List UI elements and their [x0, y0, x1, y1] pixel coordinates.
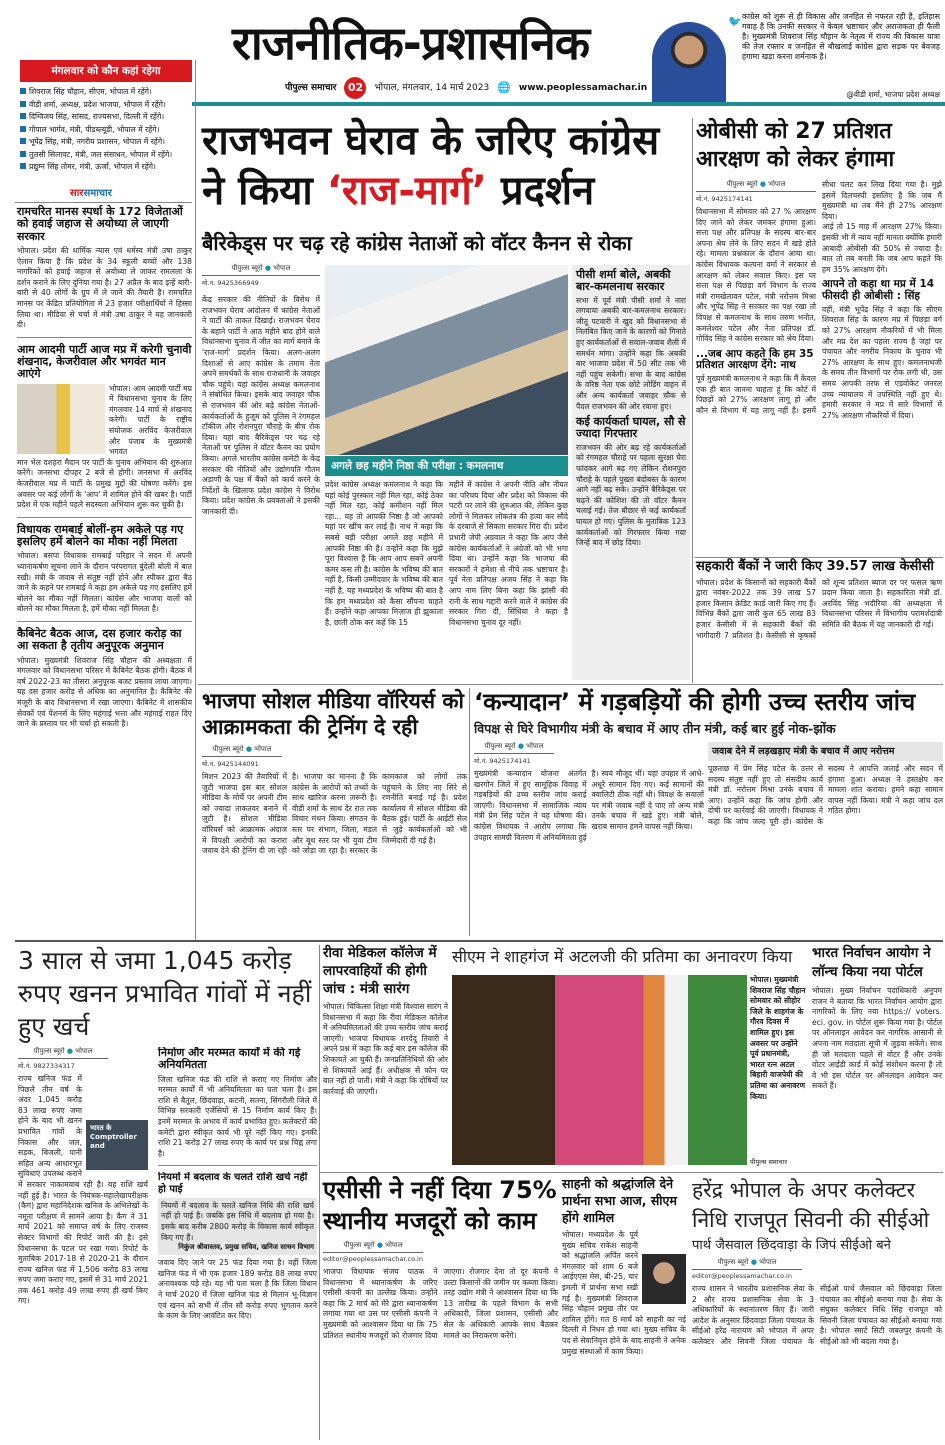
- kanyadan-body: मुख्यमंत्री कन्यादान योजना अंतर्गत खरगोन जिले में हुए सामूहिक विवाह में गड़बड़ियों की उच्च स्तरीय जांच कराई जाएगी। विधानसभा में सामाजिक न्याय मंत्री प्रेम सिंह पटेल ने यह घोषणा की। कांग्रेस विधायक ने आरोप लगाया कि उपहार सामग्री वितरण में अनियमितता हुई है। स्वयं मौजूद थीं। यहां उपहार में आधे-अधूरे सामान दिए गए। कई सामानों की क्वालिटी ठीक नहीं थी। विपक्ष के सवालों पर मंत्री जवाब नहीं दे पाए तो अन्य मंत्री उनके बचाव में खड़े हुए। मंत्री बोले, खराब सामान हमने वापस नहीं किया।: [474, 769, 704, 842]
- page-number: 02: [344, 77, 366, 99]
- divider: [17, 517, 192, 518]
- rakesh-sahni-photo: [642, 1254, 686, 1304]
- obc-columns: पीपुल्स ब्यूरो ● भोपाल मो.नं. 9425174141 विधानसभा में सोमवार को 27 % आरक्षण दिए जाने को लेकर जमकर हंगामा हुआ। सत्ता पक्ष और प्रतिपक्ष के सदस्य बार-बार अपना श्रेय लेने के लिए सदन में खड़े होते रहे। मामला प्रश्नकाल के दौरान आया था। कांग्रेस विधायक कल्पना वर्मा ने सरकार से आरक्षण को लेकर सवाल किए। इस पर सत्ता पक्ष से पिछड़ा वर्ग विभाग के राज्य मंत्री रामखेलावन पटेल, मंत्री नरोत्तम मिश्रा और भूपेंद्र सिंह ने सरकार का पक्ष रखा तो विपक्ष से कमलनाथ के साथ तरुण भनोत, कमलेश्वर पटेल और नेता प्रतिपक्ष डॉ. गोविंद सिंह ने कांग्रेस सरकार को श्रेय दिया। ...जब आप कहते कि हम 35 प्रतिशत आरक्षण देंगे: नाथ पूर्व मुख्यमंत्री कमलनाथ ने कहा कि मैं केवल एक ही बात जानना चाहता हूं कि कोर्ट में पिछड़ों को 27% आरक्षण लागू हो और कौन से विभाग में यह लागू नहीं है। इसमें सीधा पलट कर लिख दिया गया है। मुझे इसमें दिलचस्पी इसलिए है कि जब मैं मुख्यमंत्री था तब मैंने ही 27% आरक्षण दिया। आई तो 15 माह में आरक्षण 27% किया। इसकी भी में न्याय नहीं मानता क्योंकि हमारी आबादी ओबीसी की 50% से ज्यादा है। बात तो तब बनती कि जब आप कहते कि हम 35% आरक्षण देंगे। आपने तो कहा था मप्र में 14 फीसदी ही ओबीसी : सिंह वहीं, मंत्री भूपेंद्र सिंह ने कहा कि सीएम शिवराज सिंह के कारण मप्र में पिछड़ा वर्ग को 27% आरक्षण नौकरियों में भी मिला और मप्र देश का पहला राज्य है जहां पर पंचायत और नगरीय निकाय के चुनाव भी 27% आरक्षण के साथ हुए। कमलनाथजी के समय तीन विभागों पर रोक लगी थी, उस समय आपकी तरफ से एडवोकेट जनरल उच्च न्यायालय में उपस्थिति नहीं हुए थे। हमारी सरकार ने मप्र में सारे विभागों में 27% आरक्षण नौकरियों में दिया।: [696, 180, 942, 420]
- lead-byline: पीपुल्स ब्यूरो ● भोपाल मो.नं. 9425366949: [202, 264, 320, 287]
- bullet-icon: [20, 113, 26, 119]
- cm-credit: पीपुल्स समाचार: [750, 1158, 787, 1166]
- schedule-title: मंगलवार को कौन कहां रहेगा: [20, 60, 192, 82]
- official-quote-inset: नियमों में बदलाव के चलते खनिज निधि की राशि खर्च नहीं हो पाई है। जबकि इस निधि में बदलाव हो गया है। इसके बाद करीब 2800 करोड़ के विकास कार्य स्वीकृत किए गए हैं। निकुंज श्रीवास्तव, प्रमुख सचिव, खनिज साधन विभाग: [158, 1198, 317, 1255]
- header-quote: कांग्रेस को शुरू से ही विकास और जनहित से नफरत रही है, इतिहास गवाह है कि उनकी सरकार ने केवल भ्रष्टाचार और अराजकता ही फैली है। मुख्यमंत्री शिवराज सिंह चौहान के नेतृत्व में राज्य की विकास यात्रा की तेज रफ्तार व जनहित से बौखलाई कांग्रेस द्वारा सड़क पर बेवजह हंगामा खड़ा करना शर्मनाक है।: [742, 12, 940, 61]
- acc-byline: पीपुल्स ब्यूरो ● भोपाल editor@peoplessamachar.co.in: [323, 1241, 423, 1263]
- divider: [17, 621, 192, 622]
- congress-protest-photo: [325, 265, 568, 455]
- obc-col1: विधानसभा में सोमवार को 27 % आरक्षण दिए जाने को लेकर जमकर हंगामा हुआ। सत्ता पक्ष और प्रतिपक्ष के सदस्य बार-बार अपना श्रेय लेने के लिए सदन में खड़े होते रहे। मामला प्रश्नकाल के दौरान आया था। कांग्रेस विधायक कल्पना वर्मा ने सरकार से आरक्षण को लेकर सवाल किए। इस पर सत्ता पक्ष से पिछड़ा वर्ग विभाग के राज्य मंत्री रामखेलावन पटेल, मंत्री नरोत्तम मिश्रा और भूपेंद्र सिंह ने सरकार का पक्ष रखा तो विपक्ष से कमलनाथ के साथ तरुण भनोत, कमलेश्वर पटेल और नेता प्रतिपक्ष डॉ. गोविंद सिंह ने कांग्रेस सरकार को श्रेय दिया।: [696, 207, 816, 344]
- divider: [198, 684, 943, 685]
- section-title: राजनीतिक-प्रशासनिक: [232, 16, 590, 70]
- brief-rambai: विधायक रामबाई बोलीं-हम अकेले पड़ गए इसलिए हमें बोलने का मौका नहीं मिलता भोपाल। बसपा विधायक रामबाई परिहार ने सदन में अपनी ध्यानाकर्षण सूचना लाने के दौरान परंपरागत बुंदेली बोली में बात रखी। मंत्री के जवाब से संतुष्ट नहीं होने और स्पीकर द्वारा बैठ जाने के कहने पर रामबाई ने कहा हम अकेले पड़ गए इसलिए हमें बोलने का मौका नहीं मिलता। कांग्रेस और भाजपा वालों को बोलने का मौका मिलता है, हमें मौका नहीं मिलता है।: [17, 522, 192, 614]
- lead-sidebar: पीसी शर्मा बोले, अबकी बार-कमलनाथ सरकार सभा में पूर्व मंत्री पीसी शर्मा ने नारा लगवाया अबकी बार-कमलनाथ सरकार। जीतू पटवारी ने खुद को विधानसभा से निलंबित किए जाने के कारणों को गिनाते हुए कार्यकर्ताओं से सवाल-जवाब शैली में समर्थन मांगा। उन्होंने कहा कि अबकी बार भाजपा प्रदेश में 50 सीट तक भी नहीं पहुंच सकेगी। सभा के बाद कांग्रेस के वरिष्ठ नेता एक छोटे लोडिंग वाहन में और अन्य कार्यकर्ता जवाहर चौक से पैदल राजभवन की ओर रवाना हुए। कई कार्यकर्ता घायल, सौ से ज्यादा गिरफ्तार राजभवन की ओर बढ़ रहे कार्यकर्ताओं को रंगमहल चौराहे पर पहला सुरक्षा घेरा फांदकर आगे बढ़ गए लेकिन रोशनपुरा चौराहे के पहले पुख्ता बंदोबस्त के कारण आगे नहीं बढ़ सके। उन्होंने बैरिकेड्स पर चढ़ने की कोशिश की तो वॉटर कैनन चलाई गई। तेज बौछार से कई कार्यकर्ता घायल हो गए। पुलिस के मुताबिक 123 कार्यकर्ताओं को गिरफ्तार किया गया जिन्हें बाद में छोड़ दिया।: [572, 265, 690, 680]
- kcc-headline: सहकारी बैंकों ने जारी किए 39.57 लाख केसीसी: [696, 559, 934, 574]
- divider: [158, 1165, 317, 1166]
- divider: [469, 688, 470, 936]
- rewa-headline: रीवा मेडिकल कॉलेज में लापरवाहियों की होगी जांच : मंत्री सारंग: [323, 945, 437, 997]
- kejriwal-mann-photo: [17, 384, 105, 454]
- briefs-column: [17, 206, 192, 936]
- eci-article: [812, 944, 942, 1170]
- kanyadan-headline: ‘कन्यादान’ में गड़बड़ियों की होगी उच्च स्तरीय जांच: [474, 688, 916, 716]
- vd-sharma-portrait: [652, 22, 726, 102]
- harendra-headline: हरेंद्र भोपाल के अपर कलेक्टर निधि राजपूत सिवनी की सीईओ: [692, 1178, 930, 1232]
- divider: [15, 202, 192, 203]
- lead-col2: प्रदेश कांग्रेस अध्यक्ष कमलनाथ ने कहा कि यहां कोई पुरस्कार नहीं मिल रहा, कोई ठेका नहीं मिल रहा, कोई कमीशन नहीं मिल रहा... यह तो आपकी निष्ठा है जो आपको यहां पर खींच कर लाई है। नाथ ने कहा कि सबसे बड़ी परीक्षा अगले छह महीने में आपकी निष्ठा की है। उन्होंने कहा कि मुझे पूरा विश्वास है कि आप आप सबने अपनी कमर कस ली है। कांग्रेस के भविष्य की बात नहीं है, किसी उम्मीदवार के भविष्य की बात नहीं है, यह मध्यप्रदेश के भविष्य की बात है कि हम मध्यप्रदेश को कैसा सौंपना चाहते हैं। उन्होंने कहा आपका मिज़ाज ही झुकाता है, छाती ठोक कर कहें कि 15: [325, 480, 443, 627]
- dateline: भोपाल, मंगलवार, 14 मार्च 2023: [374, 83, 490, 93]
- harendra-byline: पीपुल्स ब्यूरो ● भोपाल editor@peoplessamachar.co.in: [692, 1258, 802, 1280]
- bjp-byline: पीपुल्स ब्यूरो ● भोपाल मो.नं. 9425144091: [202, 745, 282, 768]
- kanyadan-main: [474, 742, 704, 936]
- bjp-headline: भाजपा सोशल मीडिया वॉरियर्स को आक्रामकता की ट्रेनिंग दे रही: [202, 689, 464, 739]
- brief-ramcharit: रामचरित मानस स्पर्धा के 172 विजेताओं को हवाई जहाज से अयोध्या ले जाएगी सरकार भोपाल। प्रदेश की धार्मिक न्यास एवं धर्मस्व मंत्री उषा ठाकुर ऐलान किया है कि प्रदेश के 34 स्कूली बच्चों और 138 नागरिकों को हवाई जहाज से अयोध्या ले जाकर रामलला के दर्शन कराने के लिए दुनिया गया है। 27 अप्रैल के बाद इन्हें बारी-बारी से 40 लोगों के ग्रुप में ले जाने की तैयारी है। रामचरित मानस पर केंद्रित प्रतियोगिता में 23 हजार परीक्षार्थियों ने हिस्सा लिया था। मीडिया से चर्चा में मंत्री उषा ठाकुर ने यह जानकारी दी।: [17, 205, 192, 330]
- atal-statue-unveiling-photo: [452, 975, 747, 1165]
- schedule-item: शिवराज सिंह चौहान, सीएम, भोपाल में रहेंगे।: [20, 86, 192, 99]
- divider: [319, 945, 320, 1440]
- bullet-icon: [20, 138, 26, 144]
- header-rule: [192, 102, 945, 106]
- divider: [692, 118, 693, 683]
- schedule-item: गोपाल भार्गव, मंत्री, पीडब्ल्यूडी, भोपाल में रहेंगे।: [20, 124, 192, 137]
- acc-body: भाजपा विधायक संजय पाठक ने विधानसभा में ध्यानाकर्षण के जरिए एसीसी कंपनी का उल्लेख किया। उन्होंने कहा कि 2 मार्च को मेरे द्वारा ध्यानाकर्षण लगाया गया था उस पर एसीसी कंपनी ने मुख्यमंत्री को आश्वासन दिया था कि 75 प्रतिशत स्थानीय मजदूरों को रोजगार दिया जाएगा। रोजगार देना तो दूर कंपनी ने उल्टा किसानों की जमीन पर कब्जा किया। तरह उद्योग मंत्री ने आश्वासन दिया था कि 13 तारीख के पहले विभाग के सभी अधिकारी, जिला प्रशासन, एसीसी और सेल के अधिकारी आपके साथ बैठकर मामले का निराकरण करेंगे।: [323, 1267, 558, 1340]
- schedule-item: दिग्विजय सिंह, सांसद, राज्यसभा, दिल्ली में रहेंगे।: [20, 111, 192, 124]
- lead-col1: केंद्र सरकार की नीतियों के विरोध में राजभवन घेराव आंदोलन में कांग्रेस नेताओं ने पार्टी की ताकत दिखाई। राजभवन घेराव के बहाने पार्टी ने आठ महीने बाद होने वाले विधानसभा चुनाव में जीत का मार्ग बनाने के 'राज-मार्ग' प्रदर्शन किया। अलग-अलग दिशाओं से आए कांग्रेस के तमाम नेता अपने समर्थकों के साथ राजधानी के जवाहर चौक पहुंचे। यहां कांग्रेस अध्यक्ष कमलनाथ ने संबोधित किया। इसके बाद जवाहर चौक से राजभवन की ओर बढ़े कांग्रेस नेताओं-कार्यकर्ताओं के हुजूम को पुलिस ने रंगमहल टॉकीज और रोशनपुरा चौराहे के बीच रोक दिया। यहां बाद बैरिकेड्स पर चढ़ रहे नेताओं पर पुलिस ने वॉटर कैनन का प्रयोग किया। अगले भारतीय कांग्रेस कमेटी के केंद्र सरकार की नीतियों और उद्योगपति गौतम अडाणी के पक्ष में बैंकों को कार्य करने के निर्देशों के खिलाफ प्रदेश कांग्रेस ने विरोध किया। प्रदेश कांग्रेस के प्रवक्ताओं ने इसकी जानकारी दी।: [202, 295, 320, 516]
- twitter-icon: 🐦: [728, 15, 742, 28]
- brief-cabinet: कैबिनेट बैठक आज, दस हजार करोड़ का आ सकता है तृतीय अनुपूरक अनुमान भोपाल। मुख्यमंत्री शिवराज सिंह चौहान की अध्यक्षता में मंगलवार को विधानसभा परिसर में कैबिनेट बैठक होगी। बैठक में वर्ष 2022-23 का तीसरा अनुपूरक बजट प्रस्ताव लाया जाएगा। यह दस हजार करोड़ से अधिक का अनुमानित है। कैबिनेट की मंजूरी के बाद विधानसभा में रखा जाएगा। कैबिनेट में शासकीय सेवकों एवं पेंशनर्स के लिए महंगाई भत्ता और महंगाई राहत दिए जाने के प्रस्ताव पर भी चर्चा हो सकती है।: [17, 626, 192, 729]
- lead-headline: राजभवन घेराव के जरिए कांग्रेस ने किया ‘राज-मार्ग’ प्रदर्शन: [202, 118, 660, 214]
- globe-icon: 🌐: [497, 81, 511, 94]
- mining-byline: पीपुल्स ब्यूरो ● भोपाल मो.नं. 9827334317: [18, 1047, 108, 1070]
- schedule-item: प्रद्युम्न सिंह तोमर, मंत्री, ऊर्जा, भोपाल में रहेंगे।: [20, 161, 192, 174]
- rewa-body: भोपाल। चिकित्सा शिक्षा मंत्री विश्वास सारंग ने विधानसभा में कहा कि रीवा मेडिकल कॉलेज में अनियमितताओं की उच्च स्तरीय जांच कराई जाएगी। भाजपा विधायक शरदेंदु तिवारी ने अपने प्रश्न में कहा कि कई बार इस कॉलेज की शिकायतें आ चुकी हैं। जनप्रतिनिधियों की ओर से शिकायतें आई हैं। अधीक्षक से फोन पर बात नहीं हो पाती। मंत्री ने कहा कि दोषियों पर कार्रवाई की जाएगी।: [323, 1002, 448, 1096]
- cm-headline: सीएम ने शाहगंज में अटलजी की प्रतिमा का अनावरण किया: [452, 947, 793, 966]
- brief-aap: आम आदमी पार्टी आज मप्र में करेगी चुनावी शंखनाद, केजरीवाल और भगवंत मान आएंगे भोपाल। आम आदमी पार्टी मप्र में विधानसभा चुनाव के लिए मंगलवार 14 मार्च से शंखनाद करेगी। पार्टी के राष्ट्रीय संयोजक अरविंद केजरीवाल और पंजाब के मुख्यमंत्री भगवंत मान भेल दशहरा मैदान पर पार्टी के चुनाव अभियान की शुरुआत करेंगे। जनसभा दोपहर 2 बजे से होगी। जनसभा में अरविंद केजरीवाल मप्र में पार्टी के प्रमुख मुद्दों की घोषणा करेंगे। इस अवसर पर कई लोगों के 'आप' में शामिल होने की खबर है। पार्टी प्रदेश में एक महीने पहले सदस्यता अभियान शुरू कर चुकी है।: [17, 342, 192, 510]
- quote-author: @वीडी शर्मा, भाजपा प्रदेश अध्यक्ष: [846, 90, 940, 99]
- harendra-body: राज्य शासन ने भारतीय प्रशासनिक सेवा के 2 और राज्य प्रशासनिक सेवा के 3 अधिकारियों के स्थानांतरण किए हैं। जारी आदेश के अनुसार छिंदवाड़ा जिला पंचायत के सीईओ हरेंद्र नारायण को भोपाल में अपर कलेक्टर और सिवनी जिला पंचायत के सीईओ पार्थ जैसवाल को छिंदवाड़ा जिला पंचायत का सीईओ बनाया गया है। सेवा के संयुक्त कलेक्टर निधि सिंह राजपूत को सिवनी जिला पंचायत का सीईओ बनाया गया है। भोपाल स्मार्ट सिटी जबलपुर कंपनी के सीईओ को भी बदला गया है।: [692, 1284, 942, 1346]
- kanyadan-byline: पीपुल्स ब्यूरो ● भोपाल मो.नं. 9425174141: [474, 742, 554, 765]
- divider: [17, 337, 192, 338]
- schedule-item: तुलसी सिलावट, मंत्री, जल संसाधन, भोपाल में रहेंगे।: [20, 149, 192, 162]
- mining-body-wrap: [18, 1074, 148, 1442]
- obc-byline: पीपुल्स ब्यूरो ● भोपाल मो.नं. 9425174141: [696, 180, 816, 203]
- acc-headline: एसीसी ने नहीं दिया 75% स्थानीय मजदूरों को काम: [323, 1176, 557, 1235]
- mining-box1: निर्माण और मरम्मत कार्यों में की गई अनियमितता जिला खनिज फंड की राशि से कराए गए निर्माण और मरम्मत कार्यों में भी अनियमितता का पता चला है। इस राशि से बैतूल, छिंदवाड़ा, कटनी, सतना, सिंगरौली जिले में विभिन्न सरकारी एजेंसियों से 15 निर्माण कार्य किए हैं। इनमें मरम्मत के अभाव में कार्य प्रभावित हुए। कलेक्टरों की कमेटी द्वारा स्वीकृत कार्य भी पूरे नहीं किए गए। इनकी राशि 21 करोड़ 27 लाख रुपए के कार्य पर प्रश्न चिह्न लगा है।: [158, 1047, 317, 1158]
- sahni-article: [562, 1175, 686, 1440]
- sahni-body: भोपाल। मध्यप्रदेश के पूर्व मुख्य सचिव राकेश साहनी को श्रद्धांजलि अर्पित करने मंगलवार को शाम 6 बजे आईएएस मेस, बी-25, चार इमली में प्रार्थना सभा रखी गई है। मुख्यमंत्री शिवराज सिंह चौहान प्रमुख तौर पर शामिल होंगे। गत 8 मार्च को साहनी का नई दिल्ली में निधन हो गया था। मुख्य सचिव के पद से सेवानिवृत्त होने के बाद साहनी ने अनेक प्रमुख संस्थाओं में काम किया।: [562, 1230, 686, 1356]
- kanyadan-content: [474, 742, 943, 936]
- kanyadan-subhead: विपक्ष से घिरे विभागीय मंत्री के बचाव में आए तीन मंत्री, कई बार हुई नोक-झोंक: [474, 721, 836, 736]
- divider: [320, 1172, 943, 1173]
- bullet-icon: [20, 88, 26, 94]
- schedule-item: भूपेंद्र सिंह, मंत्री, नगरीय प्रशासन, भोपाल में रहेंगे।: [20, 136, 192, 149]
- acc-article: [323, 1175, 558, 1440]
- mining-content: [18, 1047, 317, 1442]
- kanyadan-article: [474, 686, 943, 936]
- bjp-body: मिशन 2023 की तैयारियों में जुटी भाजपा इस बार सोशल मीडिया के मोर्चे पर अपनी टीम को ज्यादा ताकतवर बनाने में जुटी है। सोशल मीडिया वॉरियर्स को आक्रामक अंदाज में विपक्षी आरोपों का करारा जवाब देने की ट्रेनिंग दी जा रही है। भाजपा का मानना है कि कांग्रेस के आरोपों को तथ्यों के साथ खारिज करना जरूरी है। वीडी शर्मा के साथ देर रात तक विचार मंथन किया। संगठन के स्तर पर संभाग, जिला, मंडल और बूथ स्तर पर भी युवा टीम को जोड़ा जा रहा है। सरकार के कामकाज को लोगों तक पहुंचाने के लिए नए सिरे से रणनीति बनाई गई है। प्रदेश कार्यालय में सोशल मीडिया की बैठक हुई। पार्टी के आईटी सेल से जुड़े कार्यकर्ताओं को भी जिम्मेदारी दी गई है।: [202, 772, 467, 856]
- sahni-body-wrap: [562, 1230, 686, 1440]
- cag-report-image: भारत के Comptroller and: [86, 1120, 148, 1170]
- cm-caption: भोपाल। मुख्यमंत्री शिवराज सिंह चौहान सोमवार को सीहोर जिले के शाहगंज के गौरव दिवस में शामिल हुए। इस अवसर पर उन्होंने पूर्व प्रधानमंत्री, भारत रत्न अटल बिहारी वाजपेयी की प्रतिमा का अनावरण किया।: [750, 975, 806, 1101]
- schedule-box: [20, 60, 192, 174]
- paper-name: पीपुल्स समाचार: [285, 83, 337, 93]
- obc-headline: ओबीसी को 27 प्रतिशत आरक्षण को लेकर हंगामा: [696, 119, 895, 172]
- obc-article: [696, 118, 942, 554]
- bullet-icon: [20, 163, 26, 169]
- rewa-article: [323, 944, 448, 1170]
- harendra-article: [692, 1175, 942, 1440]
- lead-col3: महीने में कांग्रेस ने अपनी नीति और नीयत का परिचय दिया और प्रदेश को विकास की पटरी पर लाने की शुरुआत की, लेकिन कुछ लोगों ने मिलकर लोकतंत्र की हत्या कर सौदे के दरवाजे से सिकाग़ सरकार गिरा दी। प्रदेश प्रभारी जेपी अग्रवाल ने कहा कि आप जैसे कांग्रेस कार्यकर्ताओं ने अंग्रेजों को भी भगा दिया था। उन्होंने कहा कि भाजपा की सरकारों ने हमेशा से नीचे तक भ्रष्टाचार है। पूर्व नेता प्रतिपक्ष अजय सिंह ने कहा कि आप नाम लिए बिना कहा कि झांसी की रानी के साथ गद्दारी करने वाले ने कांग्रेस की सरकार गिरा दी, सिंधिया ने कहा है विधानसभा चुनाव दूर नहीं।: [449, 480, 568, 627]
- mining-article: [18, 944, 317, 1442]
- mining-body: राज्य खनिज फंड में पिछले तीन वर्ष के अंदर 1,045 करोड़ 83 लाख रुपए जमा होने के बाद भी खनन प्रभावित गांवों के निकास और जल, सड़क, बिजली, पानी सहित अन्य आधारभूत सुविधाएं उपलब्ध कराने में सरकार नाकामयाब रही है। यह राशि खर्च नहीं हुई है। भारत के नियंत्रक-महालेखापरीक्षक (कैग) द्वारा महानिदेशक खनिज के अभिलेखों के नमूना परीक्षण में सामने आया है। कैग ने 31 मार्च 2021 को समाप्त वर्ष के लिए राजस्व सेक्टर विभागों की रिपोर्ट जारी की है। इसे विधानसभा के पटल पर रखा गया। रिपोर्ट के मुताबिक 2017-18 से 2020-21 के दौरान राज्य खनिज फंड में 1,506 करोड़ 83 लाख रुपए जमा कराए गए, इसमें से 31 मार्च 2021 तक 461 करोड़ 49 लाख रुपए ही खर्च किए गए।: [18, 1074, 148, 1306]
- sahni-headline: साहनी को श्रद्धांजलि देने प्रार्थना सभा आज, सीएम होंगे शामिल: [562, 1176, 677, 1225]
- bullet-icon: [20, 151, 26, 157]
- kcc-article: [696, 560, 942, 682]
- divider: [695, 557, 943, 558]
- lead-photo-caption: अगले छह महीने निष्ठा की परीक्षा : कमलनाथ: [325, 456, 568, 476]
- bullet-icon: [20, 126, 26, 132]
- lead-subhead: बैरिकेड्स पर चढ़ रहे कांग्रेस नेताओं को वॉटर कैनन से रोका: [202, 231, 632, 255]
- kcc-body: भोपाल। प्रदेश के किसानों को सहकारी बैंकों द्वारा नवंबर-2022 तक 39 लाख 57 हजार किसान क्रेडिट कार्ड जारी किए गए हैं। विभिन्न बैंकों द्वारा जारी कुल 65 लाख 83 हजार केसीसी में से सहकारी बैंकों की भागीदारी 7 प्रतिशत है। केसीसी से कृषकों को शून्य प्रतिशत ब्याज दर पर फसल ऋण प्रदान किया जाता है। सहकारिता मंत्री डॉ. अरविंद सिंह भदौरिया की अध्यक्षता में विधानसभा परिसर में विभागीय परामर्शदात्री समिति की बैठक में यह जानकारी दी गई।: [696, 577, 942, 640]
- dateline-bar: [285, 77, 647, 99]
- kanyadan-box: जवाब देने में लड़खड़ाए मंत्री के बचाव में आए नरोत्तम पूछताछ में प्रेम सिंह पटेल के उत्तर से सदस्य संतुष्ट नहीं हुए तो संसदीय कार्य मंत्री डॉ. नरोत्तम मिश्रा उनके बचाव में आए। उन्होंने कहा कि जांच होगी और दोषी पर कार्रवाई की जाएगी। विधायक ने कहा कि जांच जल्द पूरी हो। कांग्रेस के सदस्य ने आपत्ति जताई और सदन में हंगामा हुआ। अध्यक्ष ने हस्तक्षेप कर मामला शांत कराया। हमने कहा सामान वापस नहीं किया। मंत्री ने कहा जांच दल गठित होगा।: [708, 742, 943, 936]
- schedule-item: वीडी शर्मा, अध्यक्ष, प्रदेश भाजपा, भोपाल में रहेंगे।: [20, 99, 192, 112]
- mining-box2: नियमों में बदलाव के चलते राशि खर्च नहीं हो पाई नियमों में बदलाव के चलते खनिज निधि की राशि खर्च नहीं हो पाई है। जबकि इस निधि में बदलाव हो गया है। इसके बाद करीब 2800 करोड़ के विकास कार्य स्वीकृत किए गए हैं। निकुंज श्रीवास्तव, प्रमुख सचिव, खनिज साधन विभाग जवाब दिए जाने पर 25 फंड दिया गया है। वहीं जिला खनिज फंड में भी एक हजार 189 करोड़ 88 लाख रुपए अनावश्यक पड़े रहे। यह भी पता चला है कि जिला विधान ने मार्च 2020 में जिला खनिज फंड से मिलान भू-विज्ञान एवं खनन को सभी में तीन सौ करोड़ रुपए भुगतान करने के काम के लिए आवंटित कर दिए।: [158, 1172, 317, 1321]
- harendra-subhead: पार्थ जैसवाल छिंदवाड़ा के जिपं सीईओ बने: [692, 1238, 891, 1253]
- website-link[interactable]: www.peoplessamachar.in: [518, 83, 648, 93]
- bjp-article: [202, 688, 467, 936]
- obc-col2: आई तो 15 माह में आरक्षण 27% किया। इसकी भी में न्याय नहीं मानता क्योंकि हमारी आबादी ओबीसी की 50% से ज्यादा है। बात तो तब बनती कि जब आप कहते कि हम 35% आरक्षण देंगे।: [822, 222, 942, 274]
- mining-headline: 3 साल से जमा 1,045 करोड़ रुपए खनन प्रभावित गांवों में नहीं हुए खर्च: [18, 946, 312, 1041]
- eci-headline: भारत निर्वाचन आयोग ने लॉन्च किया नया पोर्टल: [812, 945, 931, 980]
- briefs-label: सारसमाचार: [70, 188, 112, 199]
- bullet-icon: [20, 101, 26, 107]
- mining-main: [18, 1047, 148, 1442]
- divider: [15, 940, 943, 942]
- cm-caption-box: [750, 975, 807, 1167]
- mining-side: [158, 1047, 317, 1442]
- divider: [195, 60, 196, 940]
- header-quote-box: [742, 12, 940, 100]
- eci-body: भोपाल। मुख्य निर्वाचन पदाधिकारी अनुपम राजन ने बताया कि भारत निर्वाचन आयोग द्वारा नागरिकों के लिए नया https:// voters. eci. gov. in पोर्टल शुरू किया गया है। पोर्टल पर ऑनलाइन आवेदन कर नागरिक आसानी से अपना नाम मतदाता सूची में जुड़वा सकेंगे। साथ ही जो मतदाता पहले से वोटर हैं और उनके वोटर आईडी कार्ड में कोई संशोधन करना है तो वे भी इस पोर्टल पर ऑनलाइन आवेदन कर सकते हैं।: [812, 986, 942, 1091]
